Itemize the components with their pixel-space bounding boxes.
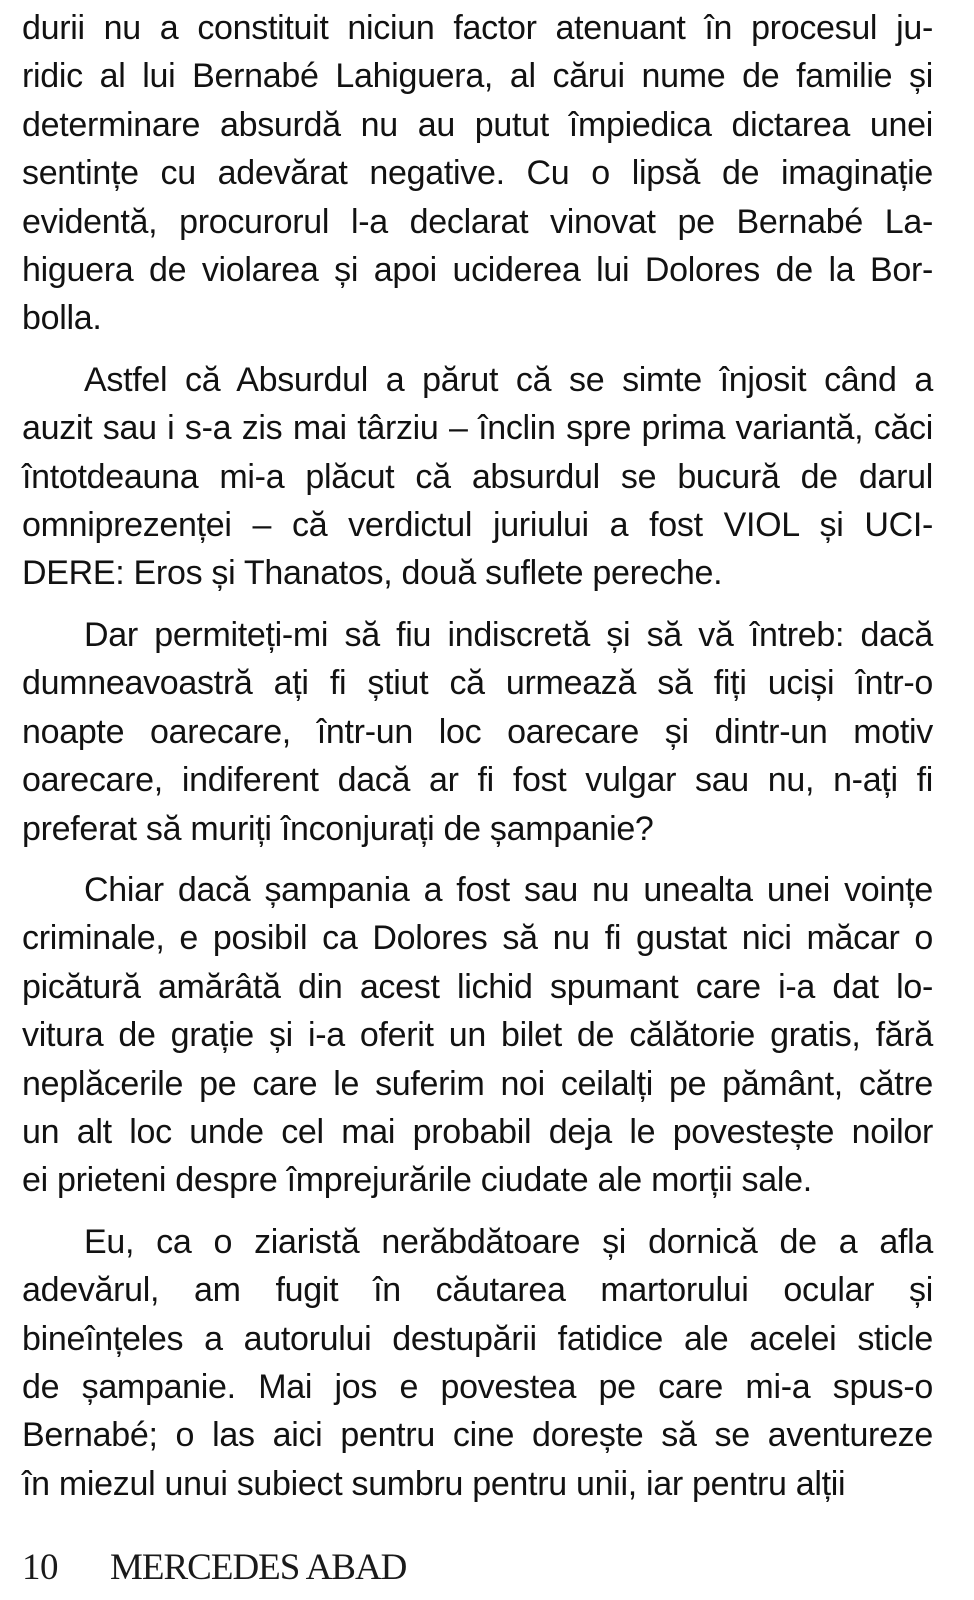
text-line: higuera de violarea și apoi uciderea lui Dolores de la Bor- [22, 251, 933, 290]
paragraph [22, 1218, 933, 1508]
text-line: Chiar dacă șampania a fost sau nu unealta unei voințe [84, 870, 933, 909]
text-line: ei prieteni despre împrejurările ciudate ale morții sale. [22, 1161, 812, 1200]
paragraph [22, 356, 933, 598]
paragraph [22, 611, 933, 853]
text-line: DERE: Eros și Thanatos, două suflete pereche. [22, 554, 723, 593]
paragraph [22, 866, 933, 1205]
paragraph [22, 4, 933, 343]
text-line: în miezul unui subiect sumbru pentru unii, iar pentru alții [22, 1464, 846, 1503]
text-line: picătură amărâtă din acest lichid spumant care i-a dat lo- [22, 967, 933, 1006]
text-line: dumneavoastră ați fi știut că urmează să fiți uciși într-o [22, 664, 933, 703]
text-line: omniprezenței – că verdictul juriului a fost VIOL și UCI- [22, 506, 933, 545]
text-line: ridic al lui Bernabé Lahiguera, al cărui nume de familie și [22, 57, 933, 96]
text-line: evidentă, procurorul l-a declarat vinovat pe Bernabé La- [22, 202, 933, 241]
page-number: 10 [22, 1547, 58, 1588]
text-line: criminale, e posibil ca Dolores să nu fi gustat nici măcar o [22, 919, 933, 958]
text-line: sentințe cu adevărat negative. Cu o lipsă de imaginație [22, 154, 933, 193]
text-line: determinare absurdă nu au putut împiedica dictarea unei [22, 105, 933, 144]
text-line: auzit sau i s-a zis mai târziu – înclin spre prima variantă, căci [22, 409, 933, 448]
text-line: de șampanie. Mai jos e povestea pe care mi-a spus-o [22, 1367, 933, 1406]
text-line: durii nu a constituit niciun factor atenuant în procesul ju- [22, 9, 933, 47]
text-line: Dar permiteți-mi să fiu indiscretă și să vă întreb: dacă [84, 615, 933, 654]
text-line: adevărul, am fugit în căutarea martorului ocular și [22, 1271, 933, 1310]
text-line: vitura de grație și i-a oferit un bilet de călătorie gratis, fără [22, 1016, 933, 1055]
text-line: întotdeauna mi-a plăcut că absurdul se bucură de darul [22, 457, 933, 496]
text-line: noapte oarecare, într-un loc oarecare și dintr-un motiv [22, 712, 933, 751]
text-line: un alt loc unde cel mai probabil deja le povestește noilor [22, 1112, 933, 1151]
text-line: bolla. [22, 299, 102, 338]
page-footer [22, 1546, 933, 1589]
text-line: oarecare, indiferent dacă ar fi fost vulgar sau nu, n-ați fi [22, 761, 933, 800]
text-line: bineînțeles a autorului destupării fatidice ale acelei sticle [22, 1319, 933, 1358]
text-line: Eu, ca o ziaristă nerăbdătoare și dornică de a afla [84, 1222, 933, 1261]
text-line: Bernabé; o las aici pentru cine dorește să se aventureze [22, 1416, 933, 1455]
text-line: preferat să muriți înconjurați de șampanie? [22, 809, 654, 848]
page-body [22, 4, 933, 1521]
text-line: neplăcerile pe care le suferim noi ceilalți pe pământ, către [22, 1064, 933, 1103]
text-line: Astfel că Absurdul a părut că se simte înjosit când a [84, 360, 933, 399]
running-footer-author: MERCEDES ABAD [110, 1547, 407, 1588]
